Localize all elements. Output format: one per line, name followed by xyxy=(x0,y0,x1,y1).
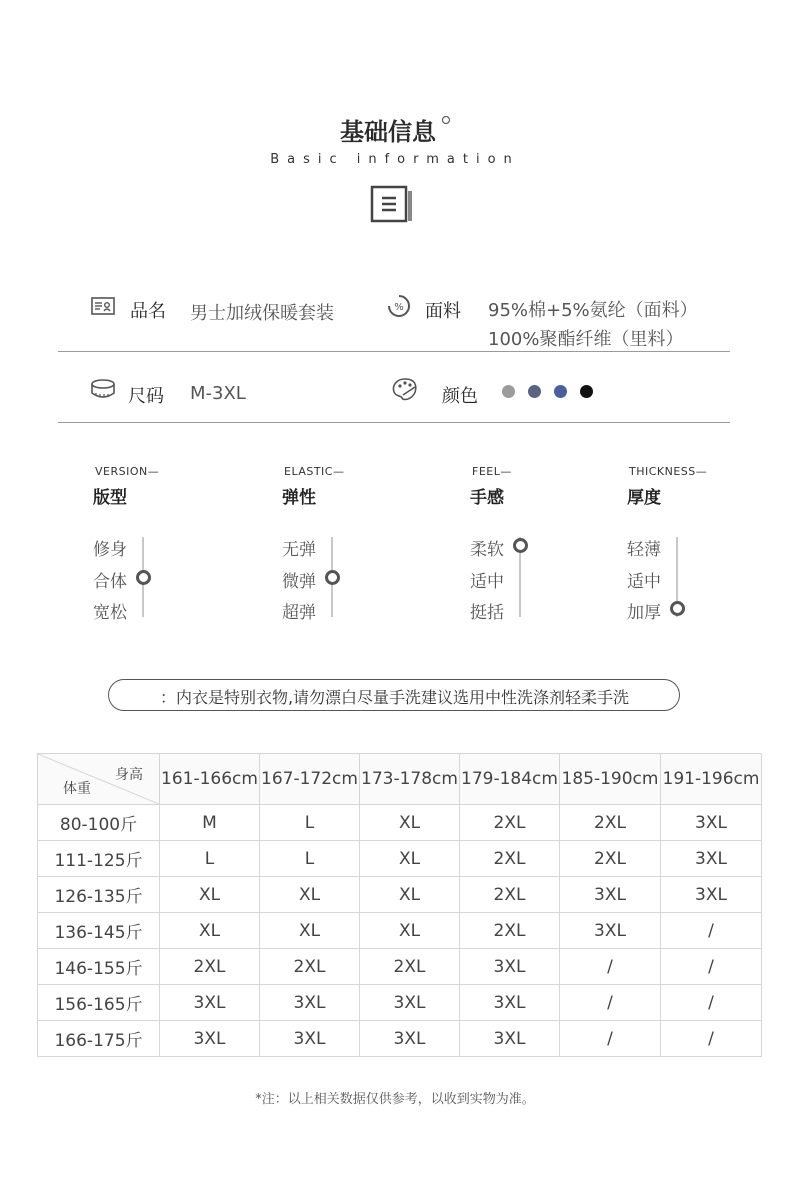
size-cell: 2XL xyxy=(360,949,460,985)
weight-axis-label: 体重 xyxy=(63,781,91,797)
weight-cell: 156-165斤 xyxy=(38,985,160,1021)
attribute-option: 柔软 xyxy=(470,540,504,560)
size-cell: 2XL xyxy=(160,949,260,985)
height-header: 191-196cm xyxy=(661,754,762,805)
fabric-line-2: 100%聚酯纤维（里料） xyxy=(488,329,684,350)
attribute-option: 适中 xyxy=(627,572,661,592)
size-label: 尺码 xyxy=(128,386,164,407)
size-cell: XL xyxy=(160,877,260,913)
size-cell: / xyxy=(560,949,661,985)
care-text: 内衣是特别衣物,请勿漂白尽量手洗建议选用中性洗涤剂轻柔手洗 xyxy=(175,688,630,707)
weight-cell: 80-100斤 xyxy=(38,805,160,841)
attribute-cn-label: 版型 xyxy=(93,488,127,508)
size-cell: 3XL xyxy=(460,1021,560,1057)
size-cell: XL xyxy=(260,913,360,949)
table-row xyxy=(38,877,762,913)
attribute-option: 超弹 xyxy=(282,603,316,623)
size-cell: / xyxy=(661,913,762,949)
size-cell: L xyxy=(260,805,360,841)
attribute-option: 加厚 xyxy=(627,603,661,623)
height-header: 179-184cm xyxy=(460,754,560,805)
table-row xyxy=(38,913,762,949)
weight-cell: 146-155斤 xyxy=(38,949,160,985)
size-cell: M xyxy=(160,805,260,841)
divider xyxy=(58,422,730,423)
attribute-option: 微弹 xyxy=(282,572,316,592)
attribute-cn-label: 弹性 xyxy=(282,488,316,508)
page-title xyxy=(0,112,790,147)
attribute-en-label: FEEL— xyxy=(472,465,512,478)
palette-icon xyxy=(391,377,419,401)
size-cell: 2XL xyxy=(260,949,360,985)
size-cell: / xyxy=(661,985,762,1021)
attribute-option: 宽松 xyxy=(93,603,127,623)
size-cell: 3XL xyxy=(360,985,460,1021)
weight-cell: 136-145斤 xyxy=(38,913,160,949)
care-colon: ： xyxy=(159,688,176,707)
size-cell: 3XL xyxy=(560,877,661,913)
size-cell: 2XL xyxy=(460,877,560,913)
title-dot-icon xyxy=(442,116,450,124)
weight-cell: 166-175斤 xyxy=(38,1021,160,1057)
divider xyxy=(58,351,730,352)
size-cell: 3XL xyxy=(661,841,762,877)
book-icon xyxy=(370,185,414,223)
attribute-option: 挺括 xyxy=(470,603,504,623)
table-row xyxy=(38,949,762,985)
color-swatch xyxy=(580,385,593,398)
attribute-option: 轻薄 xyxy=(627,540,661,560)
size-cell: XL xyxy=(260,877,360,913)
size-value: M-3XL xyxy=(190,383,246,404)
height-header: 185-190cm xyxy=(560,754,661,805)
fabric-label: 面料 xyxy=(425,301,461,322)
color-swatch xyxy=(528,385,541,398)
attribute-option: 合体 xyxy=(93,572,127,592)
name-value: 男士加绒保暖套装 xyxy=(190,303,334,324)
color-label: 颜色 xyxy=(442,386,478,407)
size-cell: / xyxy=(661,1021,762,1057)
size-cell: 3XL xyxy=(160,1021,260,1057)
height-header: 161-166cm xyxy=(160,754,260,805)
size-cell: 3XL xyxy=(260,1021,360,1057)
size-cell: 3XL xyxy=(360,1021,460,1057)
size-cell: 2XL xyxy=(460,841,560,877)
table-row xyxy=(38,841,762,877)
size-cell: / xyxy=(661,949,762,985)
size-cell: 3XL xyxy=(560,913,661,949)
attribute-en-label: THICKNESS— xyxy=(629,465,708,478)
page-subtitle: Basic information xyxy=(270,152,520,167)
table-row xyxy=(38,985,762,1021)
percent-icon xyxy=(387,294,411,318)
size-cell: L xyxy=(260,841,360,877)
size-cell: 2XL xyxy=(460,805,560,841)
weight-cell: 126-135斤 xyxy=(38,877,160,913)
table-row xyxy=(38,1021,762,1057)
size-cell: 3XL xyxy=(160,985,260,1021)
table-corner-cell xyxy=(38,754,160,805)
height-header: 167-172cm xyxy=(260,754,360,805)
color-swatch xyxy=(502,385,515,398)
size-cell: XL xyxy=(360,841,460,877)
fabric-line-1: 95%棉+5%氨纶（面料） xyxy=(488,300,698,321)
height-axis-label: 身高 xyxy=(115,767,143,783)
attribute-marker xyxy=(136,570,151,585)
size-cell: L xyxy=(160,841,260,877)
size-cell: 3XL xyxy=(260,985,360,1021)
tape-measure-icon xyxy=(90,378,116,400)
name-label: 品名 xyxy=(130,301,166,322)
size-cell: / xyxy=(560,985,661,1021)
attribute-en-label: VERSION— xyxy=(95,465,160,478)
size-cell: XL xyxy=(360,913,460,949)
attribute-option: 修身 xyxy=(93,540,127,560)
size-cell: 3XL xyxy=(460,949,560,985)
size-cell: 3XL xyxy=(661,877,762,913)
weight-cell: 111-125斤 xyxy=(38,841,160,877)
title-text: 基础信息 xyxy=(340,118,436,146)
attribute-option: 适中 xyxy=(470,572,504,592)
size-cell: XL xyxy=(360,805,460,841)
size-cell: 3XL xyxy=(661,805,762,841)
size-cell: 3XL xyxy=(460,985,560,1021)
name-tag-icon xyxy=(91,297,115,315)
table-row xyxy=(38,805,762,841)
attribute-option: 无弹 xyxy=(282,540,316,560)
care-instruction xyxy=(108,685,681,708)
svg-text:%: % xyxy=(394,302,404,313)
attribute-cn-label: 手感 xyxy=(470,488,504,508)
attribute-marker xyxy=(670,601,685,616)
footnote: *注：以上相关数据仅供参考，以收到实物为准。 xyxy=(255,1092,535,1107)
size-cell: 2XL xyxy=(560,805,661,841)
attribute-marker xyxy=(513,538,528,553)
color-swatch xyxy=(554,385,567,398)
attribute-cn-label: 厚度 xyxy=(627,488,661,508)
size-cell: XL xyxy=(160,913,260,949)
size-cell: 2XL xyxy=(460,913,560,949)
size-cell: / xyxy=(560,1021,661,1057)
attribute-marker xyxy=(325,570,340,585)
size-cell: XL xyxy=(360,877,460,913)
size-table xyxy=(37,753,762,1057)
size-cell: 2XL xyxy=(560,841,661,877)
table-header-row xyxy=(38,754,762,805)
attribute-en-label: ELASTIC— xyxy=(284,465,345,478)
height-header: 173-178cm xyxy=(360,754,460,805)
